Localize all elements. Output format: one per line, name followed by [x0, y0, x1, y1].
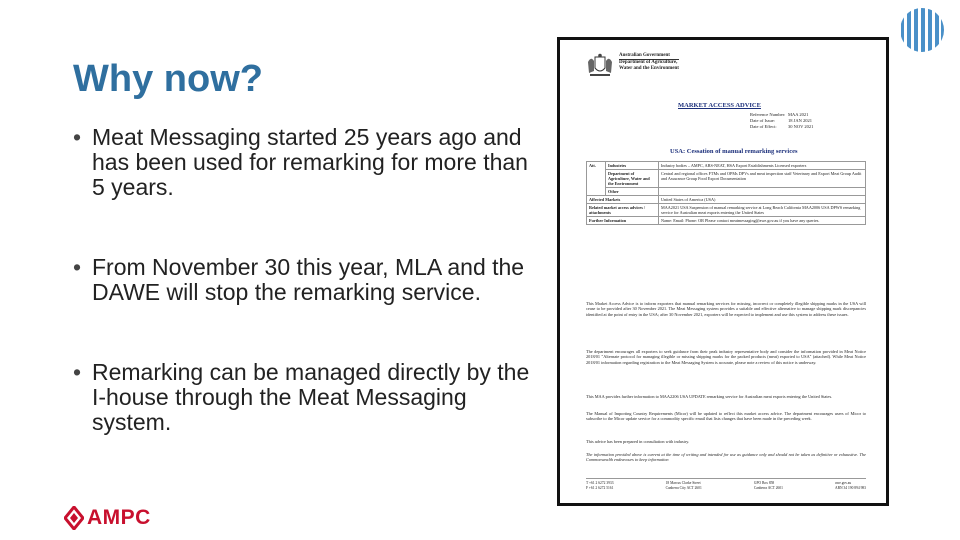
ref-label: Date of Issue:: [750, 118, 775, 123]
footer-column: T +61 2 6272 3933 F +61 2 6272 5161: [586, 481, 614, 490]
document-paragraph: The information provided above is current at the time of writing and intended for use as guidance only and should not be taken as definitive or exhaustive. The Commonwealth endeavours to keep information: [586, 452, 866, 463]
ampc-logo: [64, 504, 151, 532]
bullet-item: • Remarking can be managed directly by the I-house through the Meat Messaging system.: [70, 360, 540, 435]
table-cell: Department of Agriculture, Water and the Environment: [606, 170, 659, 188]
header-line: Australian Government: [619, 53, 679, 60]
document-paragraph: This Market Access Advice is to inform exporters that manual remarking services for missing, incorrect or completely illegible shipping marks in the USA will cease to be provided after 30 November 2021. The Meat Messaging system provides a suitable and effective alternative to manage shipping mark discrepancies identified at the point of entry in the USA; after 30 November 2021, exporters will be expected to implement and use this system to address these issues.: [586, 301, 866, 317]
ref-value: 30 NOV 2021: [788, 124, 814, 129]
document-footer: [586, 478, 866, 490]
coat-of-arms-icon: [586, 53, 614, 79]
table-row: [587, 170, 866, 188]
government-header: [586, 53, 866, 79]
document-type: MARKET ACCESS ADVICE: [678, 102, 761, 109]
table-cell: Industries: [606, 162, 659, 170]
document-subject: USA: Cessation of manual remarking services: [670, 148, 798, 155]
table-cell: Further Information: [587, 217, 659, 225]
market-access-advice-document: [557, 37, 889, 506]
ampc-logo-text: AMPC: [87, 506, 151, 529]
bullet-list: [70, 125, 540, 490]
footer-column: awe.gov.au ABN 34 190 894 983: [835, 481, 866, 490]
table-row: [587, 204, 866, 217]
bullet-item: • From November 30 this year, MLA and the DAWE will stop the remarking service.: [70, 255, 540, 305]
reference-block: [750, 112, 813, 130]
striped-globe-icon: [898, 6, 946, 54]
document-paragraph: This MAA provides further information to MAA2206 USA UPDATE remarking service for Australian meat exports entering the United States.: [586, 394, 833, 399]
table-cell: United States of America (USA): [659, 196, 866, 204]
document-paragraph: The Manual of Importing Country Requirements (Micor) will be updated to reflect this market access advice. The department encourages users of Micor to subscribe to the Micor update service for a commodity specific email that lists changes that have been made in the preceding week.: [586, 411, 866, 422]
table-cell: Related market access advices / attachments: [587, 204, 659, 217]
document-paragraph: This advice has been prepared in consultation with industry.: [586, 439, 690, 444]
table-row: [587, 162, 866, 170]
table-row: [587, 188, 866, 196]
document-paragraph: The department encourages all exporters to seek guidance from their peak industry representative body and consider the information provided in Meat Notice 2018/01 "Alternate protocol for managing illegible or missing shipping marks for the packed products (meat) exported to USA" (attached). While Meat Notice 2018/01 information regarding registration to the Meat Messaging System is accurate, please note a review of this notice is underway.: [586, 349, 866, 365]
table-cell: MAA2021 USA Suspension of manual remarking service at Long Beach California MAA2006 USA DPWS remarking service for Australian meat exports entering the United States: [659, 204, 866, 217]
ref-label: Reference Number:: [750, 112, 786, 117]
table-cell: Industry bodies – AMPC, ABS-NEAT, HSA Export Establishments Licensed exporters: [659, 162, 866, 170]
table-cell: Att.: [587, 162, 606, 196]
footer-column: GPO Box 858 Canberra ACT 2601: [753, 481, 783, 490]
ampc-emblem-icon: [64, 506, 84, 530]
table-row: [587, 217, 866, 225]
ref-value: 18 JAN 2021: [788, 118, 813, 123]
ref-label: Date of Effect:: [750, 124, 777, 129]
affected-parties-table: [586, 161, 866, 225]
bullet-item: • Meat Messaging started 25 years ago and has been used for remarking for more than 5 years.: [70, 125, 540, 200]
table-row: [587, 196, 866, 204]
table-cell: Affected Markets: [587, 196, 659, 204]
table-cell: Other: [606, 188, 659, 196]
ref-value: MAA 2021: [788, 112, 809, 117]
table-cell: [659, 188, 866, 196]
footer-column: 18 Marcus Clarke Street Canberra City ACT 2601: [665, 481, 702, 490]
table-cell: Central and regional offices FTMs and OPMs DPVs and meat inspection staff Veterinary and Export Meat Group Audit and Assurance Group Food Export Documentation: [659, 170, 866, 188]
header-line: Department of Agriculture,: [619, 60, 678, 65]
table-cell: Name: Email: Phone: OR Please contact meatmessaging@awe.gov.au if you have any queries.: [659, 217, 866, 225]
slide-title: Why now?: [73, 58, 263, 100]
header-line: Water and the Environment: [619, 66, 679, 71]
